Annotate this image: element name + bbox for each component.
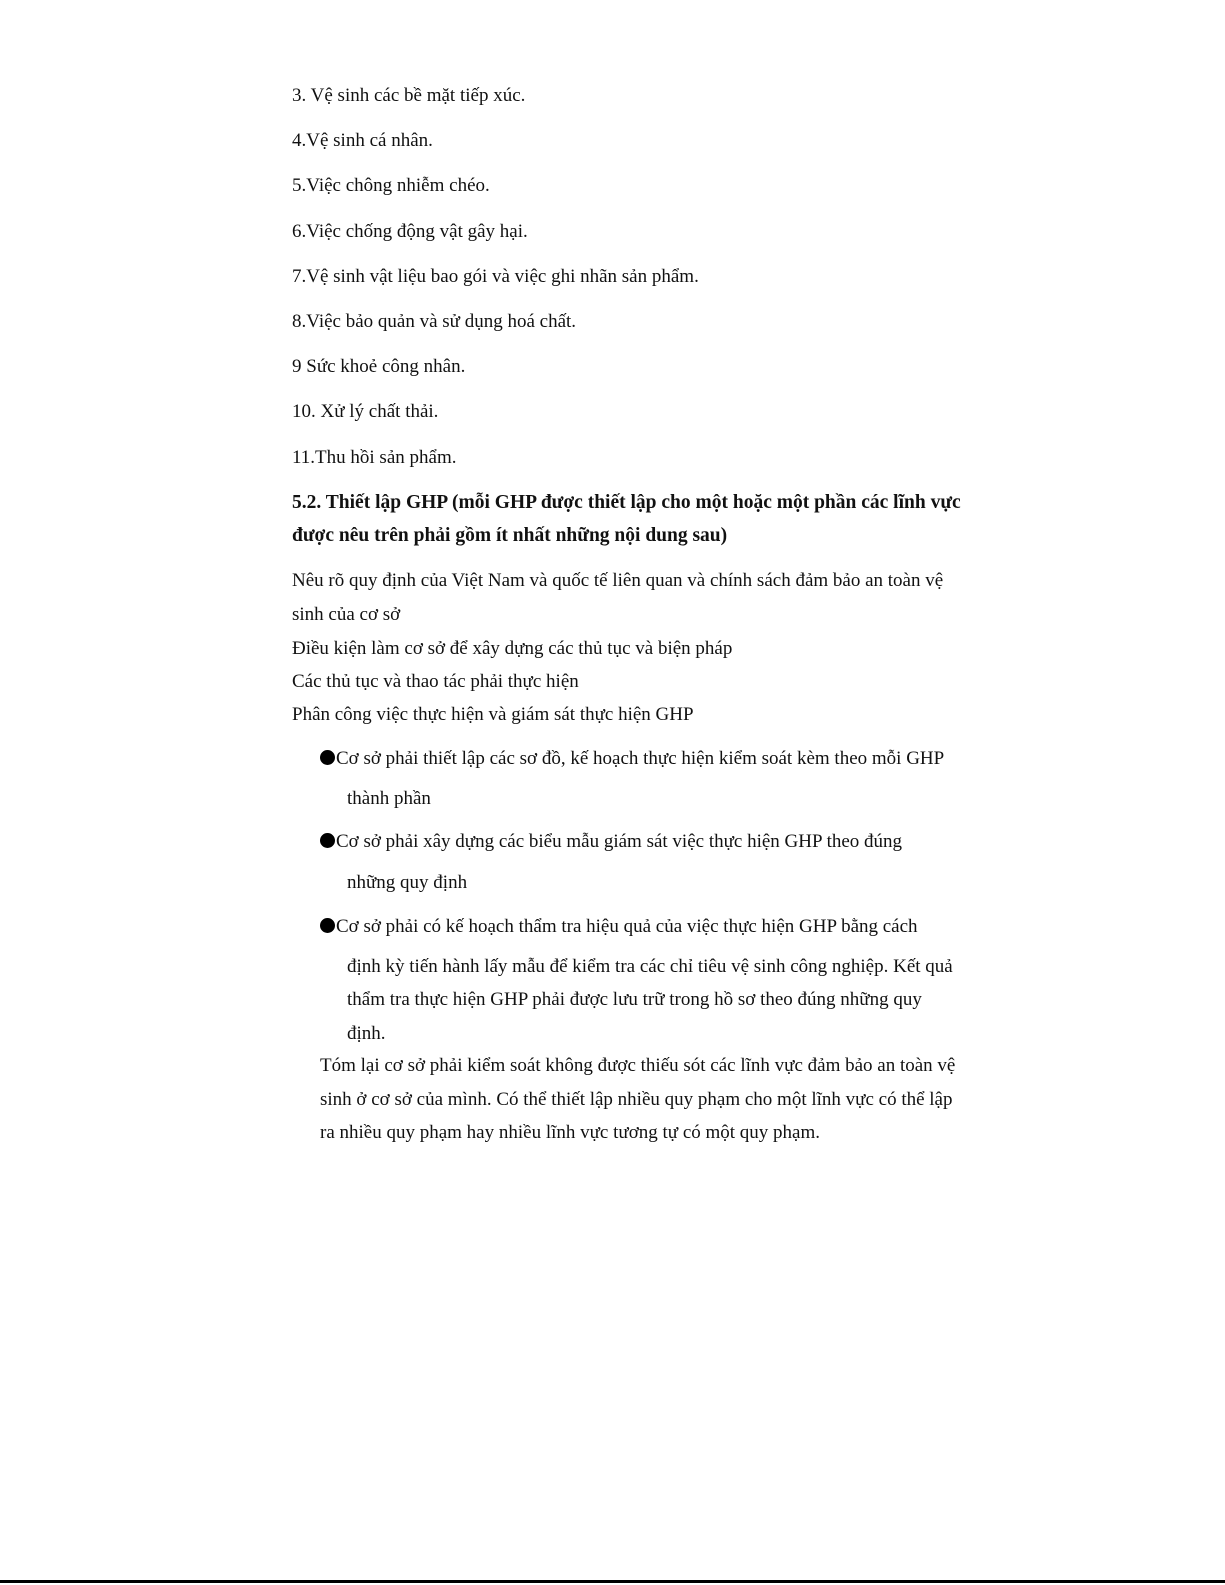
summary-line-2: sinh ở cơ sở của mình. Có thể thiết lập nhiều quy phạm cho một lĩnh vực có thể lập [320, 1089, 953, 1110]
summary-line-1: Tóm lại cơ sở phải kiểm soát không được thiếu sót các lĩnh vực đảm bảo an toàn vệ [320, 1055, 956, 1076]
list-item-6: 6.Việc chống động vật gây hại. [292, 221, 528, 242]
bullet-3-line-1: Cơ sở phải có kế hoạch thẩm tra hiệu quả của việc thực hiện GHP bằng cách [336, 916, 918, 937]
bullet-item-3 [320, 915, 918, 939]
bullet-icon [320, 750, 335, 765]
list-item-10: 10. Xử lý chất thải. [292, 401, 439, 422]
bullet-icon [320, 918, 335, 933]
requirement-line-2: sinh của cơ sở [292, 604, 401, 625]
bullet-item-2 [320, 830, 902, 854]
requirement-line-1: Nêu rõ quy định của Việt Nam và quốc tế liên quan và chính sách đảm bảo an toàn vệ [292, 570, 944, 591]
list-item-9: 9 Sức khoẻ công nhân. [292, 356, 466, 377]
summary-line-3: ra nhiều quy phạm hay nhiều lĩnh vực tương tự có một quy phạm. [320, 1122, 821, 1143]
bullet-2-line-1: Cơ sở phải xây dựng các biểu mẫu giám sát việc thực hiện GHP theo đúng [336, 831, 903, 852]
bullet-3-line-3: thẩm tra thực hiện GHP phải được lưu trữ trong hồ sơ theo đúng những quy [347, 989, 922, 1010]
list-item-4: 4.Vệ sinh cá nhân. [292, 130, 433, 151]
bullet-3-line-2: định kỳ tiến hành lấy mẫu để kiểm tra các chỉ tiêu vệ sinh công nghiệp. Kết quả [347, 956, 953, 977]
bullet-icon [320, 833, 335, 848]
bullet-3-line-4: định. [347, 1023, 386, 1044]
list-item-8: 8.Việc bảo quản và sử dụng hoá chất. [292, 311, 577, 332]
section-heading-line-2: được nêu trên phải gồm ít nhất những nội dung sau) [292, 525, 728, 546]
requirement-line-5: Phân công việc thực hiện và giám sát thực hiện GHP [292, 704, 694, 725]
requirement-line-3: Điều kiện làm cơ sở để xây dựng các thủ tục và biện pháp [292, 638, 733, 659]
section-heading-line-1: 5.2. Thiết lập GHP (mỗi GHP được thiết lập cho một hoặc một phần các lĩnh vực [292, 492, 961, 513]
list-item-3: 3. Vệ sinh các bề mặt tiếp xúc. [292, 85, 526, 106]
bullet-1-line-2: thành phần [347, 788, 431, 809]
list-item-7: 7.Vệ sinh vật liệu bao gói và việc ghi nhãn sản phẩm. [292, 266, 699, 287]
list-item-11: 11.Thu hồi sản phẩm. [292, 447, 457, 468]
bullet-1-line-1: Cơ sở phải thiết lập các sơ đồ, kế hoạch thực hiện kiểm soát kèm theo mỗi GHP [336, 748, 945, 769]
bullet-item-1 [320, 747, 944, 771]
page-bottom-border [0, 1580, 1225, 1583]
bullet-2-line-2: những quy định [347, 872, 468, 893]
requirement-line-4: Các thủ tục và thao tác phải thực hiện [292, 671, 579, 692]
list-item-5: 5.Việc chông nhiễm chéo. [292, 175, 490, 196]
